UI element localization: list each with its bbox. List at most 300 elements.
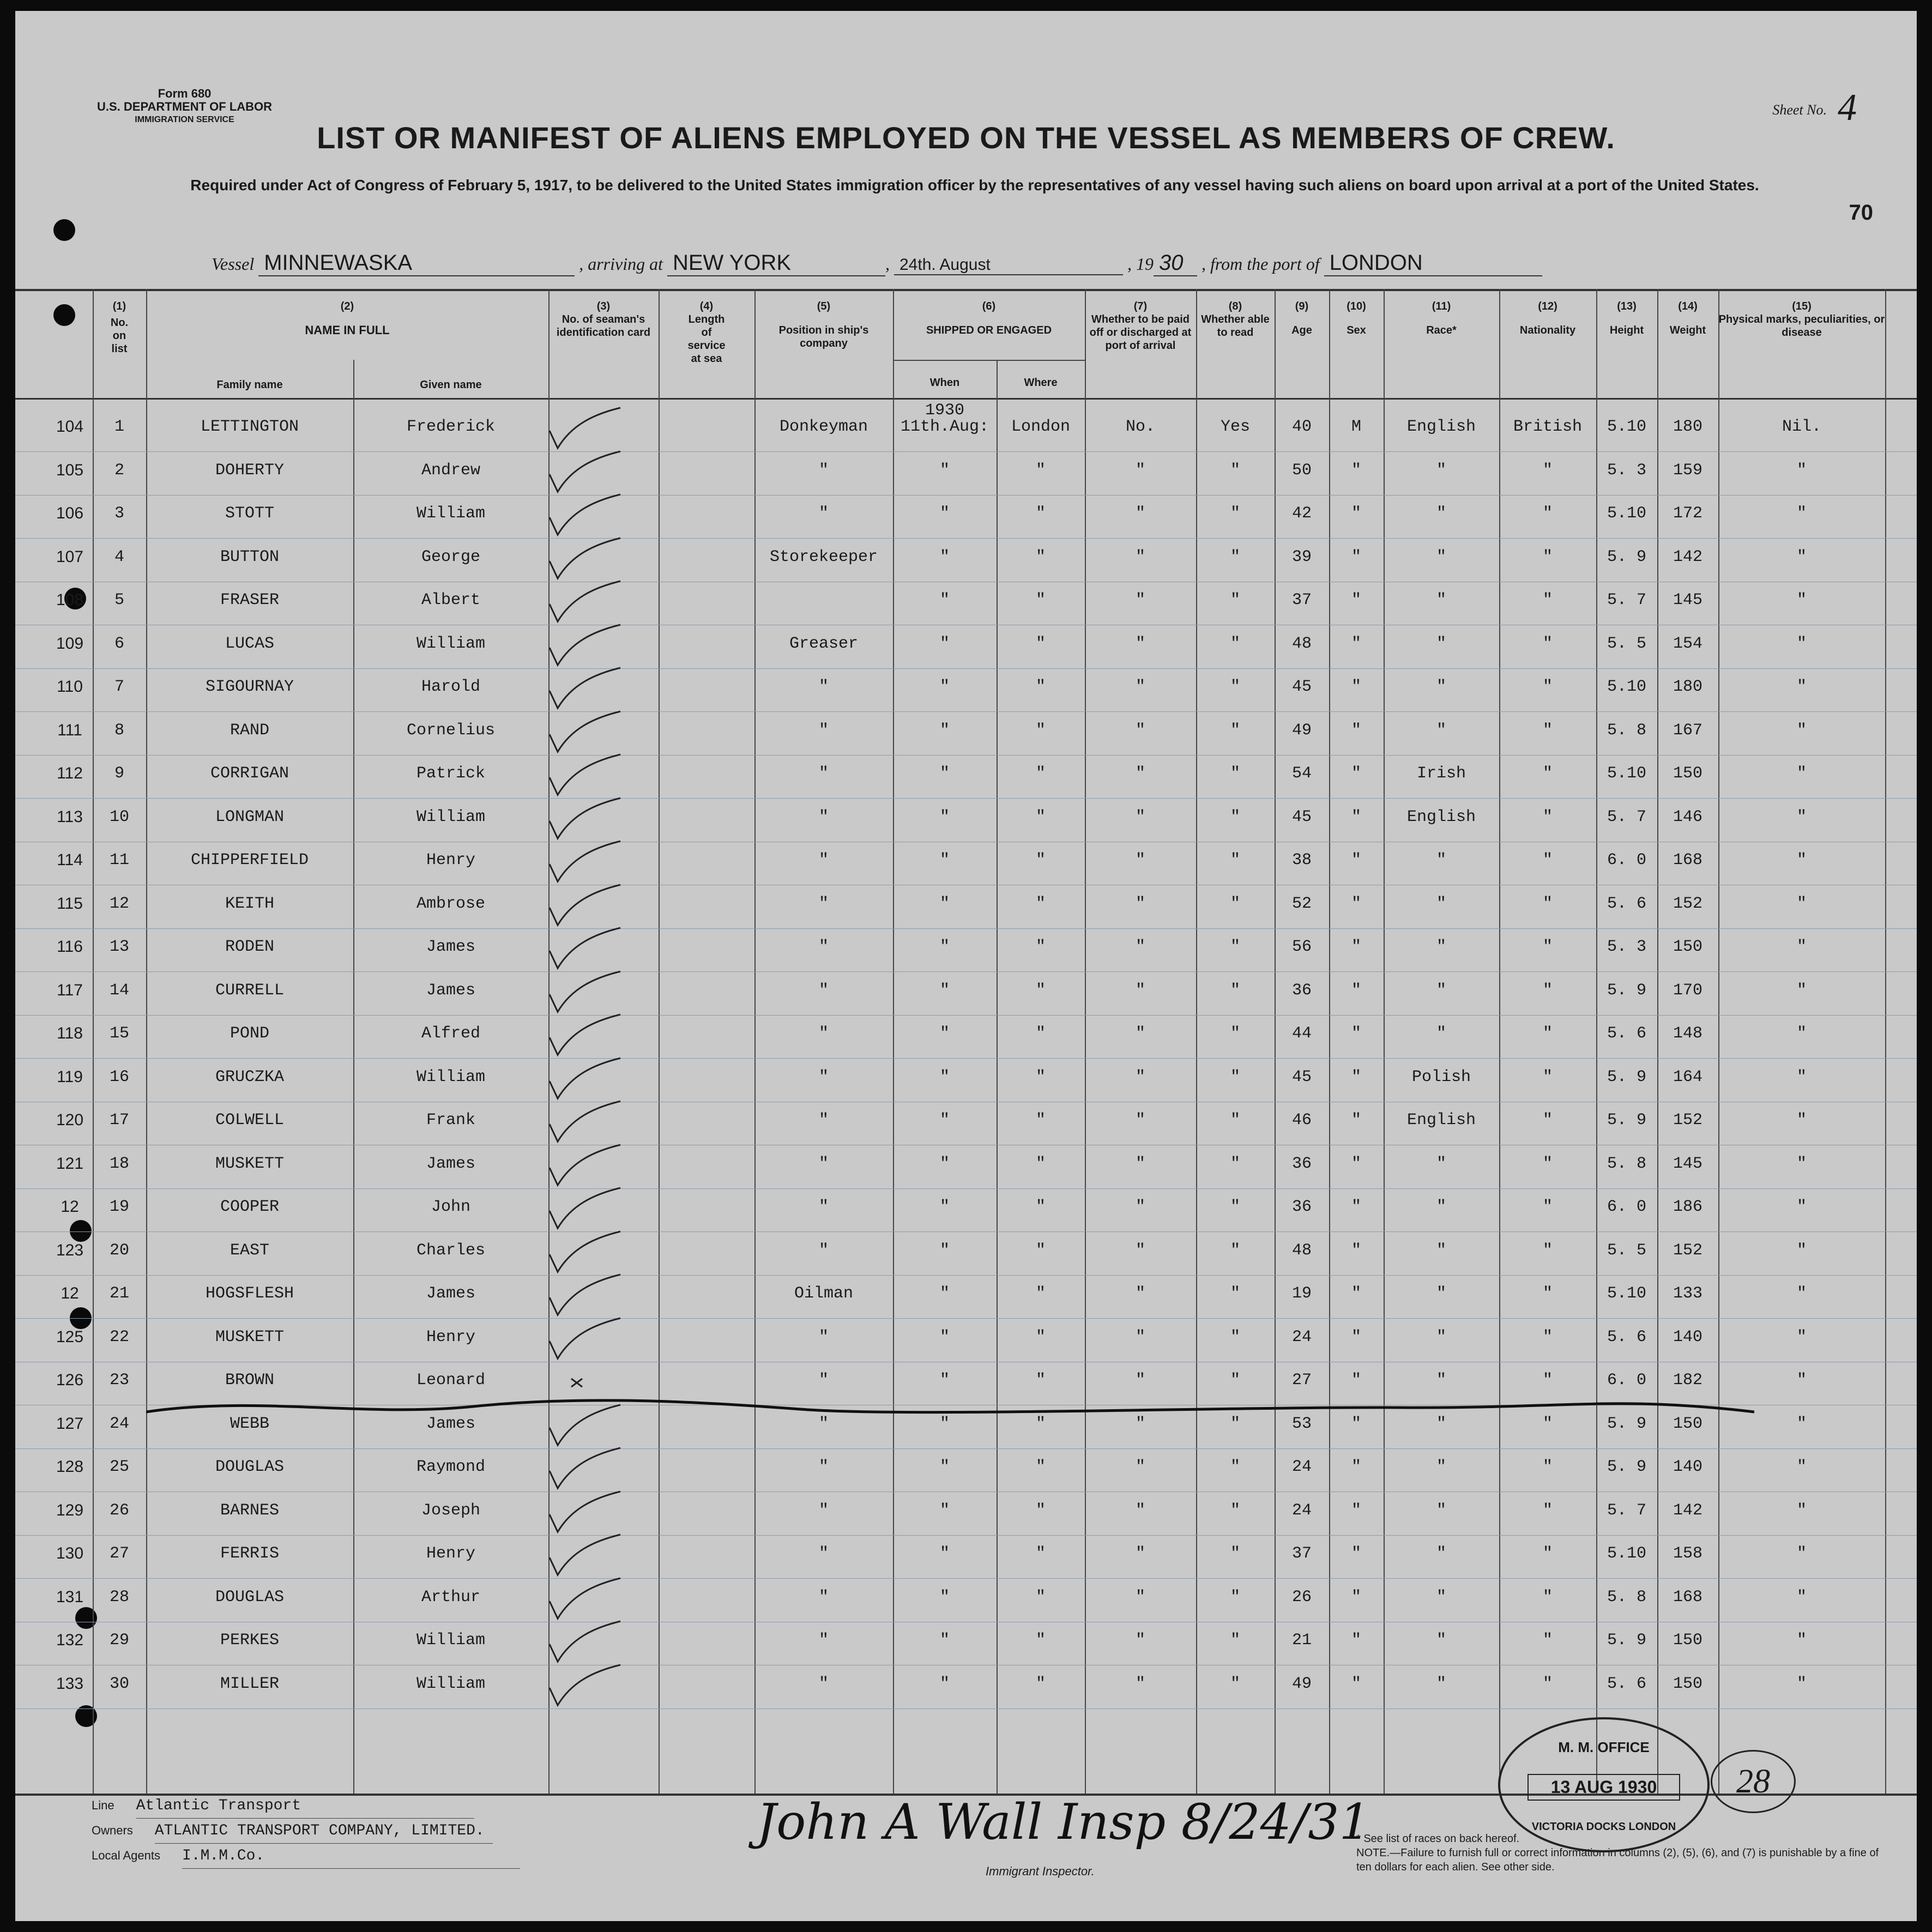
col-header-paid-off: (7) Whether to be paid off or discharged at port of arrival (1089, 300, 1192, 352)
cell-family: MUSKETT (215, 1154, 285, 1173)
vessel-label: Vessel (212, 254, 255, 274)
cell-paid: " (1135, 634, 1145, 653)
cell-when: " (939, 938, 950, 956)
cell-where: " (1035, 721, 1046, 740)
cell-paid: " (1135, 591, 1145, 609)
cell-given: William (416, 634, 486, 653)
owners-value: ATLANTIC TRANSPORT COMPANY, LIMITED. (155, 1819, 493, 1844)
cell-nat: " (1542, 1067, 1553, 1086)
cell-age: 54 (1291, 764, 1312, 783)
cell-position: " (818, 1674, 829, 1693)
cell-sex: " (1351, 547, 1361, 566)
cell-marks: " (1796, 1198, 1807, 1216)
cell-sex: " (1351, 591, 1361, 609)
cell-given: Albert (421, 591, 481, 609)
table-row (15, 1276, 1917, 1319)
cell-read: " (1230, 764, 1240, 783)
cell-nat: " (1542, 1241, 1553, 1260)
checkmark-icon (539, 1617, 626, 1666)
checkmark-icon (539, 750, 626, 799)
cell-nat: " (1542, 1327, 1553, 1347)
table-row (15, 401, 1917, 452)
cell-weight: 150 (1673, 1414, 1702, 1433)
col-header-given: Given name (420, 379, 482, 391)
cell-given: Frederick (406, 418, 496, 436)
page-number: 70 (1849, 201, 1873, 225)
cell-when: " (939, 1414, 950, 1433)
cell-age: 42 (1291, 504, 1312, 523)
cell-height: 5. 5 (1607, 1241, 1646, 1260)
cell-no: 9 (114, 764, 124, 783)
cell-no: 25 (109, 1458, 129, 1476)
cell-idx: 114 (57, 851, 83, 869)
table-row (15, 539, 1917, 582)
cell-given: John (431, 1198, 470, 1216)
cell-idx: 12 (61, 1284, 79, 1302)
cell-sex: " (1351, 1284, 1361, 1303)
cell-race: " (1436, 1284, 1446, 1303)
checkmark-icon (539, 534, 626, 583)
cell-no: 17 (109, 1111, 129, 1130)
cell-paid: " (1135, 721, 1145, 740)
cell-nat: " (1542, 1154, 1553, 1173)
cell-position: " (818, 851, 829, 870)
cell-weight: 148 (1673, 1024, 1702, 1043)
cell-paid: " (1135, 1458, 1145, 1476)
cell-where: " (1035, 764, 1046, 783)
cell-given: William (416, 1674, 486, 1693)
cell-given: William (416, 807, 486, 826)
cell-idx: 119 (57, 1067, 83, 1086)
strikethrough-mark (146, 1396, 1754, 1417)
cell-no: 13 (109, 938, 129, 956)
checkmark-icon (539, 403, 626, 452)
cell-position: " (818, 678, 829, 696)
cell-nat: " (1542, 1111, 1553, 1130)
cell-paid: " (1135, 894, 1145, 913)
table-row (15, 1536, 1917, 1579)
cell-nat: " (1542, 1414, 1553, 1433)
cell-when: " (939, 1674, 950, 1693)
cell-no: 2 (114, 461, 124, 480)
cell-race: " (1436, 591, 1446, 609)
cell-position: " (818, 721, 829, 740)
cell-weight: 168 (1673, 1587, 1702, 1607)
cell-weight: 140 (1673, 1327, 1702, 1347)
cell-height: 5.10 (1607, 418, 1646, 436)
page-title: LIST OR MANIFEST OF ALIENS EMPLOYED ON THE VESSEL AS MEMBERS OF CREW. (317, 120, 1615, 155)
cell-no: 18 (109, 1154, 129, 1173)
cell-age: 49 (1291, 1674, 1312, 1693)
cell-position: " (818, 1458, 829, 1476)
cell-where: " (1035, 1458, 1046, 1476)
cell-race: English (1406, 807, 1476, 826)
cell-read: " (1230, 1631, 1240, 1650)
cell-when: " (939, 634, 950, 653)
cell-position: " (818, 1544, 829, 1563)
cell-marks: " (1796, 678, 1807, 696)
cell-paid: " (1135, 1154, 1145, 1173)
cell-height: 5. 3 (1607, 938, 1646, 956)
cell-race: English (1406, 418, 1476, 436)
cell-family: MUSKETT (215, 1327, 285, 1347)
cell-idx: 116 (57, 938, 83, 956)
cell-race: Polish (1411, 1067, 1471, 1086)
cell-nat: " (1542, 547, 1553, 566)
cell-idx: 133 (56, 1674, 84, 1693)
cell-idx: 115 (57, 894, 83, 913)
cell-when: 1930 11th.Aug: (900, 401, 989, 436)
table-row (15, 582, 1917, 625)
cell-race: " (1436, 1241, 1446, 1260)
table-row (15, 1319, 1917, 1362)
checkmark-icon (539, 1314, 626, 1363)
cell-read: " (1230, 591, 1240, 609)
cell-nat: " (1542, 1458, 1553, 1476)
cell-height: 5. 6 (1607, 1327, 1646, 1347)
cell-weight: 146 (1673, 807, 1702, 826)
line-value: Atlantic Transport (136, 1794, 474, 1819)
cell-no: 4 (114, 547, 124, 566)
cell-sex: " (1351, 1067, 1361, 1086)
cell-read: Yes (1220, 418, 1250, 436)
cell-idx: 120 (56, 1111, 84, 1129)
cell-family: BROWN (225, 1371, 274, 1390)
checkmark-icon (539, 1574, 626, 1623)
cell-no: 6 (114, 634, 124, 653)
cell-nat: " (1542, 1501, 1553, 1520)
cell-height: 5. 9 (1607, 547, 1646, 566)
cell-family: POND (230, 1024, 269, 1043)
cell-when: " (939, 1241, 950, 1260)
table-row (15, 799, 1917, 842)
table-row (15, 1622, 1917, 1665)
cell-marks: " (1796, 894, 1807, 913)
cell-race: English (1406, 1111, 1476, 1130)
cell-sex: " (1351, 721, 1361, 740)
from-port: LONDON (1324, 251, 1542, 276)
agents-value: I.M.M.Co. (182, 1844, 520, 1869)
cell-no: 19 (109, 1198, 129, 1216)
cell-when: " (939, 1371, 950, 1390)
cell-where: " (1035, 1111, 1046, 1130)
cell-where: " (1035, 1241, 1046, 1260)
cell-position: " (818, 1587, 829, 1607)
cell-weight: 170 (1673, 981, 1702, 1000)
cell-family: DOUGLAS (215, 1587, 285, 1607)
cell-marks: " (1796, 938, 1807, 956)
cell-nat: " (1542, 1284, 1553, 1303)
checkmark-icon (539, 880, 626, 929)
circled-number: 28 (1711, 1750, 1796, 1813)
cell-position: " (818, 1067, 829, 1086)
cell-read: " (1230, 938, 1240, 956)
cell-nat: British (1513, 418, 1583, 436)
cell-given: James (426, 1414, 475, 1433)
cell-family: LUCAS (225, 634, 274, 653)
cell-nat: " (1542, 851, 1553, 870)
cell-no: 24 (109, 1414, 129, 1433)
cell-read: " (1230, 1111, 1240, 1130)
cell-no: 22 (109, 1327, 129, 1347)
cell-no: 11 (109, 851, 129, 870)
cell-sex: " (1351, 1414, 1361, 1433)
checkmark-icon (539, 663, 626, 713)
cell-when: " (939, 504, 950, 523)
cell-position: " (818, 1414, 829, 1433)
cell-where: " (1035, 981, 1046, 1000)
cell-paid: " (1135, 1111, 1145, 1130)
checkmark-icon (539, 620, 626, 669)
cell-given: Alfred (421, 1024, 481, 1043)
cell-given: William (416, 1067, 486, 1086)
cell-height: 5. 6 (1607, 894, 1646, 913)
cell-weight: 180 (1673, 418, 1702, 436)
cell-where: " (1035, 1198, 1046, 1216)
cell-when: " (939, 461, 950, 480)
cell-age: 37 (1291, 1544, 1312, 1563)
cell-age: 46 (1291, 1111, 1312, 1130)
cell-nat: " (1542, 1024, 1553, 1043)
table-row (15, 669, 1917, 712)
cell-when: " (939, 894, 950, 913)
cell-race: " (1436, 1587, 1446, 1607)
cell-weight: 167 (1673, 721, 1702, 740)
cell-nat: " (1542, 894, 1553, 913)
cell-read: " (1230, 1587, 1240, 1607)
cell-sex: " (1351, 1154, 1361, 1173)
cell-where: " (1035, 807, 1046, 826)
cell-height: 5. 9 (1607, 1414, 1646, 1433)
cell-when: " (939, 547, 950, 566)
cell-position: " (818, 1371, 829, 1390)
table-row (15, 1016, 1917, 1059)
cell-given: Joseph (421, 1501, 481, 1520)
col-header-id-card: (3) No. of seaman's identification card (556, 300, 651, 339)
cell-weight: 140 (1673, 1458, 1702, 1476)
cell-race: " (1436, 678, 1446, 696)
cell-weight: 152 (1673, 1111, 1702, 1130)
cell-idx: 111 (57, 721, 82, 739)
punch-hole (53, 304, 75, 326)
cell-family: FRASER (220, 591, 280, 609)
cell-position: " (818, 807, 829, 826)
cell-idx: 107 (56, 547, 84, 566)
cell-paid: " (1135, 807, 1145, 826)
checkmark-icon (539, 1010, 626, 1059)
table-row (15, 886, 1917, 929)
cell-read: " (1230, 721, 1240, 740)
cell-idx: 123 (56, 1241, 84, 1259)
col-header-no: (1) No. on list (110, 300, 129, 355)
cell-position: " (818, 894, 829, 913)
cell-paid: " (1135, 1067, 1145, 1086)
col-header-where: Where (1024, 377, 1058, 389)
cell-where: London (1011, 418, 1071, 436)
cell-height: 5. 9 (1607, 1458, 1646, 1476)
cell-sex: " (1351, 1111, 1361, 1130)
sheet-number (1772, 81, 1857, 129)
cell-marks: " (1796, 1631, 1807, 1650)
cell-race: " (1436, 1631, 1446, 1650)
cell-weight: 150 (1673, 1631, 1702, 1650)
cell-when: " (939, 981, 950, 1000)
cell-age: 45 (1291, 807, 1312, 826)
cell-marks: " (1796, 1414, 1807, 1433)
cell-where: " (1035, 894, 1046, 913)
cell-weight: 145 (1673, 1154, 1702, 1173)
cell-no: 26 (109, 1501, 129, 1520)
cell-nat: " (1542, 981, 1553, 1000)
cell-position: " (818, 1327, 829, 1347)
col-header-sex: (10) Sex (1347, 300, 1366, 336)
col-header-weight: (14) Weight (1669, 300, 1706, 336)
cell-sex: " (1351, 938, 1361, 956)
cell-family: STOTT (225, 504, 274, 523)
cell-given: Andrew (421, 461, 481, 480)
cell-read: " (1230, 1327, 1240, 1347)
checkmark-icon (539, 1661, 626, 1710)
cell-nat: " (1542, 1544, 1553, 1563)
cell-race: " (1436, 1544, 1446, 1563)
cell-no: 14 (109, 981, 129, 1000)
cell-given: Frank (426, 1111, 475, 1130)
cell-race: Irish (1416, 764, 1466, 783)
cell-age: 38 (1291, 851, 1312, 870)
cell-given: Henry (426, 1327, 475, 1347)
cell-no: 16 (109, 1067, 129, 1086)
cell-race: " (1436, 634, 1446, 653)
cell-family: RODEN (225, 938, 274, 956)
checkmark-icon (539, 1140, 626, 1190)
cell-race: " (1436, 504, 1446, 523)
cell-when: " (939, 1198, 950, 1216)
checkmark-icon (539, 794, 626, 843)
table-row (15, 842, 1917, 885)
cell-weight: 142 (1673, 1501, 1702, 1520)
cell-age: 45 (1291, 1067, 1312, 1086)
cell-age: 48 (1291, 634, 1312, 653)
cell-marks: " (1796, 1241, 1807, 1260)
cell-read: " (1230, 1024, 1240, 1043)
cell-race: " (1436, 1414, 1446, 1433)
cell-when: " (939, 764, 950, 783)
vessel-name: MINNEWASKA (258, 251, 575, 276)
cell-where: " (1035, 1501, 1046, 1520)
cell-idx: 12 (61, 1198, 79, 1216)
cell-no: 27 (109, 1544, 129, 1563)
cell-age: 36 (1291, 981, 1312, 1000)
table-row (15, 1666, 1917, 1709)
cell-read: " (1230, 1284, 1240, 1303)
cell-position: " (818, 938, 829, 956)
cell-idx: 125 (56, 1327, 84, 1346)
cell-weight: 168 (1673, 851, 1702, 870)
cell-age: 56 (1291, 938, 1312, 956)
cell-given: Henry (426, 1544, 475, 1563)
checkmark-icon (539, 1530, 626, 1579)
checkmark-icon (539, 577, 626, 626)
cell-no: 3 (114, 504, 124, 523)
checkmark-icon (539, 837, 626, 886)
checkmark-icon (539, 490, 626, 539)
cell-given: James (426, 1284, 475, 1303)
form-number-text: Form 680 (158, 87, 212, 100)
col-header-read: (8) Whether able to read (1201, 300, 1270, 339)
cell-race: " (1436, 1458, 1446, 1476)
cell-read: " (1230, 461, 1240, 480)
office-stamp: M. M. OFFICE 13 AUG 1930 VICTORIA DOCKS LONDON (1498, 1717, 1710, 1852)
cell-paid: " (1135, 851, 1145, 870)
cell-age: 48 (1291, 1241, 1312, 1260)
cell-race: " (1436, 1674, 1446, 1693)
cell-age: 24 (1291, 1458, 1312, 1476)
cell-position: " (818, 1111, 829, 1130)
cell-read: " (1230, 1371, 1240, 1390)
cell-family: BUTTON (220, 547, 280, 566)
cell-paid: " (1135, 547, 1145, 566)
cell-race: " (1436, 1371, 1446, 1390)
cell-weight: 154 (1673, 634, 1702, 653)
cell-weight: 145 (1673, 591, 1702, 609)
cell-when: " (939, 1284, 950, 1303)
cell-read: " (1230, 678, 1240, 696)
cell-nat: " (1542, 764, 1553, 783)
cell-weight: 182 (1673, 1371, 1702, 1390)
cell-idx: 118 (57, 1024, 83, 1042)
cell-marks: " (1796, 1674, 1807, 1693)
table-row (15, 1059, 1917, 1102)
cell-position: " (818, 1631, 829, 1650)
cell-read: " (1230, 1458, 1240, 1476)
cell-height: 5. 9 (1607, 981, 1646, 1000)
cell-given: Raymond (416, 1458, 486, 1476)
cell-weight: 186 (1673, 1198, 1702, 1216)
col-header-height: (13) Height (1609, 300, 1644, 336)
cell-read: " (1230, 1544, 1240, 1563)
cell-when: " (939, 1154, 950, 1173)
cell-idx: 104 (56, 418, 84, 436)
cell-marks: " (1796, 721, 1807, 740)
cell-paid: " (1135, 1327, 1145, 1347)
cell-sex: " (1351, 1241, 1361, 1260)
checkmark-icon (539, 1184, 626, 1233)
cell-paid: " (1135, 678, 1145, 696)
cell-paid: " (1135, 1198, 1145, 1216)
cell-paid: " (1135, 1587, 1145, 1607)
cell-marks: " (1796, 634, 1807, 653)
cell-marks: " (1796, 461, 1807, 480)
cell-no: 28 (109, 1587, 129, 1607)
col-header-age: (9) Age (1291, 300, 1312, 336)
cell-race: " (1436, 894, 1446, 913)
cell-race: " (1436, 851, 1446, 870)
cell-sex: " (1351, 1544, 1361, 1563)
cell-height: 5. 9 (1607, 1111, 1646, 1130)
cell-age: 27 (1291, 1371, 1312, 1390)
table-row (15, 496, 1917, 539)
cell-read: " (1230, 1414, 1240, 1433)
cell-marks: " (1796, 1587, 1807, 1607)
cell-age: 26 (1291, 1587, 1312, 1607)
cell-marks: " (1796, 1284, 1807, 1303)
cell-marks: " (1796, 1067, 1807, 1086)
cell-height: 6. 0 (1607, 851, 1646, 870)
cell-read: " (1230, 634, 1240, 653)
cell-paid: " (1135, 1024, 1145, 1043)
cell-paid: " (1135, 1371, 1145, 1390)
table-top-rule (15, 289, 1917, 291)
